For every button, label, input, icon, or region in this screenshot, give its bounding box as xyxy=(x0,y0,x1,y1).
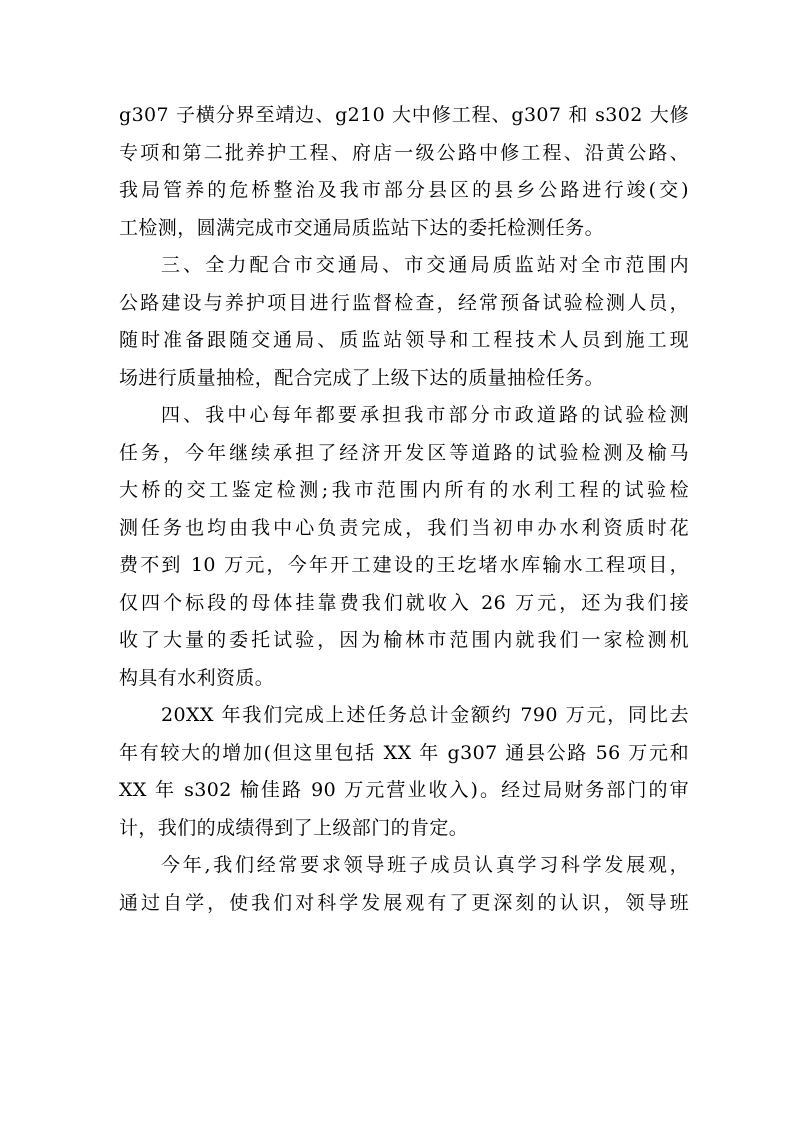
text-line: 公路建设与养护项目进行监督检查，经常预备试验检测人员， xyxy=(119,291,689,314)
text-line: 今年,我们经常要求领导班子成员认真学习科学发展观， xyxy=(161,854,689,876)
text-line: 三、全力配合市交通局、市交通局质监站对全市范围内 xyxy=(161,254,689,276)
text-line: 四、我中心每年都要承担我市部分市政道路的试验检测 xyxy=(161,404,689,426)
text-line: 年有较大的增加(但这里包括 XX 年 g307 通县公路 56 万元和 xyxy=(119,741,689,764)
document-body xyxy=(119,97,689,922)
text-line: 测任务也均由我中心负责完成，我们当初申办水利资质时花 xyxy=(119,516,689,539)
text-line: XX 年 s302 榆佳路 90 万元营业收入)。经过局财务部门的审 xyxy=(119,779,689,801)
text-line: 专项和第二批养护工程、府店一级公路中修工程、沿黄公路、 xyxy=(119,141,689,164)
paragraph-road-projects xyxy=(119,97,689,247)
text-line: 收了大量的委托试验，因为榆林市范围内就我们一家检测机 xyxy=(119,629,689,651)
text-line: 大桥的交工鉴定检测;我市范围内所有的水利工程的试验检 xyxy=(119,479,689,501)
paragraph-supervision-support xyxy=(119,247,689,397)
text-line: 通过自学，使我们对科学发展观有了更深刻的认识，领导班 xyxy=(119,891,689,914)
text-line: 场进行质量抽检，配合完成了上级下达的质量抽检任务。 xyxy=(119,366,605,389)
text-line: g307 子横分界至靖边、g210 大中修工程、g307 和 s302 大修 xyxy=(119,104,689,126)
text-line: 费不到 10 万元，今年开工建设的王圪堵水库输水工程项目， xyxy=(119,554,689,576)
paragraph-municipal-water-testing xyxy=(119,397,689,697)
text-line: 我局管养的危桥整治及我市部分县区的县乡公路进行竣(交) xyxy=(119,179,689,201)
paragraph-scientific-development xyxy=(119,847,689,922)
text-line: 仅四个标段的母体挂靠费我们就收入 26 万元，还为我们接 xyxy=(119,591,689,614)
text-line: 计，我们的成绩得到了上级部门的肯定。 xyxy=(119,816,469,839)
text-line: 构具有水利资质。 xyxy=(119,666,275,689)
text-line: 工检测，圆满完成市交通局质监站下达的委托检测任务。 xyxy=(119,216,605,239)
text-line: 随时准备跟随交通局、质监站领导和工程技术人员到施工现 xyxy=(119,329,689,351)
text-line: 20XX 年我们完成上述任务总计金额约 790 万元，同比去 xyxy=(161,704,689,726)
text-line: 任务，今年继续承担了经济开发区等道路的试验检测及榆马 xyxy=(119,441,689,464)
paragraph-annual-revenue xyxy=(119,697,689,847)
